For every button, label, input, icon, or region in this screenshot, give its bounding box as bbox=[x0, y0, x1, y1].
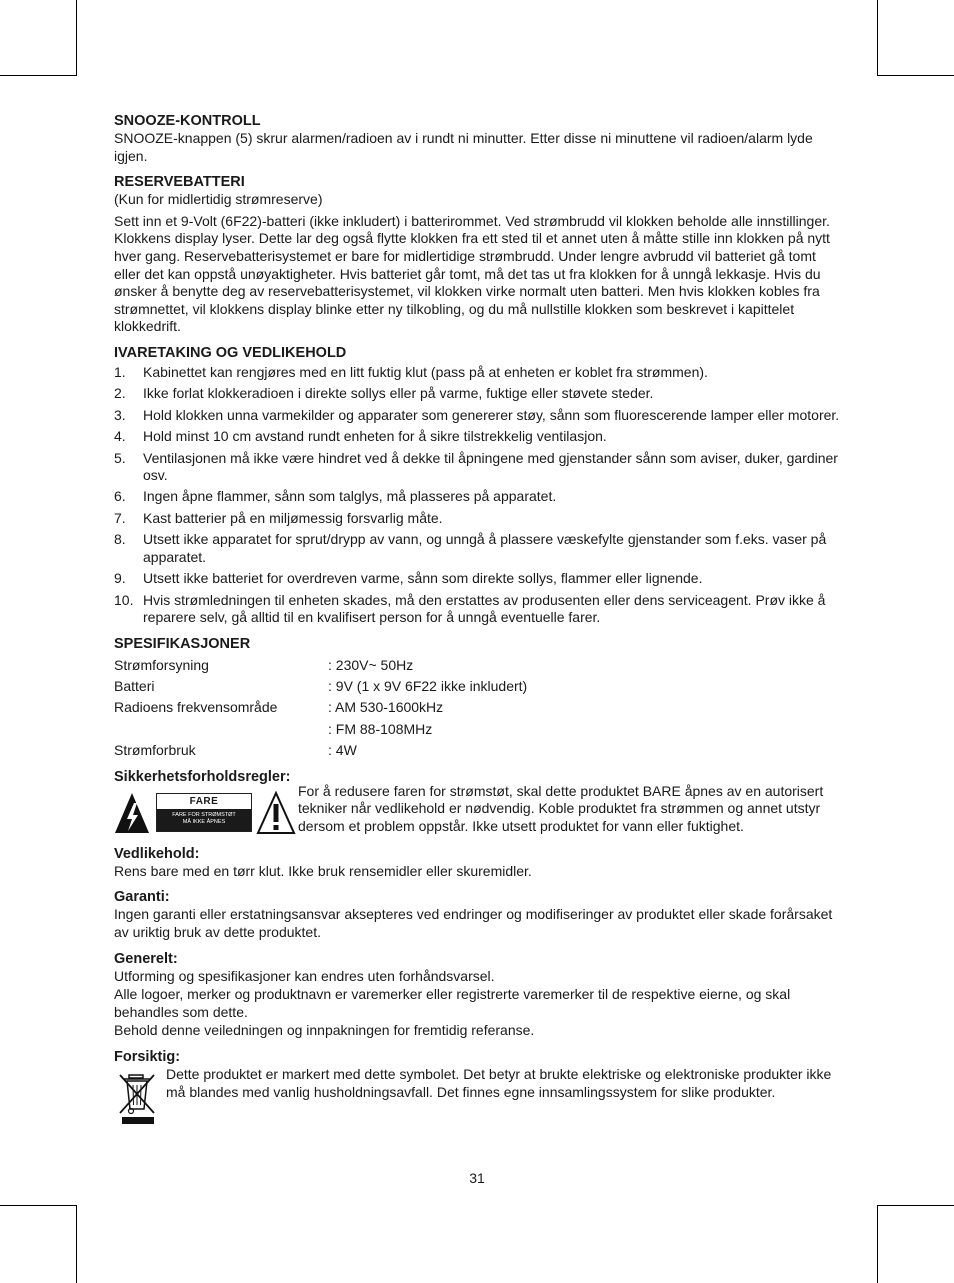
warranty-section bbox=[114, 888, 840, 941]
spec-row: Radioens frekvensområde : AM 530-1600kHz bbox=[114, 699, 444, 716]
safety-block bbox=[114, 782, 840, 837]
crop-mark bbox=[0, 75, 77, 76]
fare-label bbox=[156, 793, 252, 832]
section-heading: Vedlikehold: bbox=[114, 845, 200, 862]
list-item: 2. Ikke forlat klokkeradioen i direkte sollys eller på varme, fuktige eller støvete steder. bbox=[114, 385, 654, 402]
paragraph: Sett inn et 9-Volt (6F22)-batteri (ikke inkludert) i batterirommet. Ved strømbrudd vil klokken beholde alle innstillinger. Klokkens display lyser. Dette lar deg også flytte klokken fra ett sted til et annet uten å måtte stille inn klokken på nytt hver gang. Reservebatterisystemet er bare for midlertidige strømbrudd. Under lengre avbrudd vil batteriet gå tomt eller det kan oppstå unøyaktigheter. Hvis batteriet går tomt, må det tas ut fra klokken for å unngå lekkasje. Hvis du ønsker å benytte deg av reservebatterisystemet, vil klokken virke normalt uten batteri. Men hvis klokken kobles fra strømnettet, vil klokkens display blinke etter ny tilkobling, og du må nullstille klokken som beskrevet i kapittelet klokkedrift. bbox=[114, 212, 830, 335]
spec-row: Strømforbruk : 4W bbox=[114, 742, 357, 759]
list-item: 5. Ventilasjonen må ikke være hindret ved å dekke til åpningene med gjenstander sånn som aviser, duker, gardiner osv. bbox=[114, 449, 838, 484]
paragraph: Behold denne veiledningen og innpakningen for fremtidig referanse. bbox=[114, 1022, 535, 1039]
paragraph: Rens bare med en tørr klut. Ikke bruk rensemidler eller skuremidler. bbox=[114, 862, 532, 879]
list-item: 1. Kabinettet kan rengjøres med en litt fuktig klut (pass på at enheten er koblet fra strømmen). bbox=[114, 363, 708, 380]
specs-section bbox=[114, 635, 840, 760]
list-item: 9. Utsett ikke batteriet for overdreven varme, sånn som direkte sollys, flammer eller lignende. bbox=[114, 570, 703, 587]
section-heading: Garanti: bbox=[114, 889, 170, 906]
list-item: 8. Utsett ikke apparatet for sprut/drypp av vann, og unngå å plassere væskefylte gjenstander som f.eks. vaser på apparatet. bbox=[114, 531, 827, 565]
paragraph: SNOOZE-knappen (5) skrur alarmen/radioen av i rundt ni minutter. Etter disse ni minuttene vil radioen/alarm lyde igjen. bbox=[114, 130, 813, 164]
caution-section bbox=[114, 1048, 840, 1127]
paragraph: Utforming og spesifikasjoner kan endres uten forhåndsvarsel. bbox=[114, 967, 495, 984]
paragraph: Alle logoer, merker og produktnavn er varemerker eller registrerte varemerker til de respektive eierne, og skal behandles som dette. bbox=[114, 986, 791, 1020]
safety-text: For å redusere faren for strømstøt, skal dette produktet BARE åpnes av en autorisert tekniker når vedlikehold er nødvendig. Koble produktet fra strømmen og annet utstyr dersom et problem oppstår. Ikke utsett produktet for vann eller fuktighet. bbox=[298, 782, 824, 834]
warning-label bbox=[114, 787, 296, 837]
crop-mark bbox=[0, 1205, 77, 1206]
list-item: 4. Hold minst 10 cm avstand rundt enheten for å sikre tilstrekkelig ventilasjon. bbox=[114, 428, 607, 445]
crop-mark bbox=[877, 1205, 878, 1283]
list-item: 7. Kast batterier på en miljømessig forsvarlig måte. bbox=[114, 509, 443, 526]
page-content bbox=[114, 112, 840, 1135]
section-heading: Sikkerhetsforholdsregler: bbox=[114, 768, 291, 785]
fare-subtitle: FARE FOR STRØMSTØT MÅ IKKE ÅPNES bbox=[157, 809, 251, 831]
paragraph: Ingen garanti eller erstatningsansvar aksepteres ved endringer og modifiseringer av produktet eller skade forårsaket av uriktig bruk av dette produktet. bbox=[114, 906, 833, 940]
section-heading: Generelt: bbox=[114, 950, 178, 967]
section-heading: SNOOZE-KONTROLL bbox=[114, 113, 261, 129]
paragraph: (Kun for midlertidig strømreserve) bbox=[114, 191, 323, 208]
section-heading: RESERVEBATTERI bbox=[114, 174, 245, 191]
crop-mark bbox=[76, 0, 77, 76]
crop-mark bbox=[877, 0, 878, 76]
weee-block bbox=[114, 1065, 840, 1127]
maintenance-section bbox=[114, 845, 840, 881]
exclamation-warning-icon bbox=[256, 791, 296, 835]
list-item: 6. Ingen åpne flammer, sånn som talglys, må plasseres på apparatet. bbox=[114, 488, 557, 505]
section-heading: SPESIFIKASJONER bbox=[114, 635, 251, 652]
care-section bbox=[114, 344, 840, 627]
section-heading: Forsiktig: bbox=[114, 1048, 181, 1065]
reserve-battery-section bbox=[114, 173, 840, 336]
section-heading: IVARETAKING OG VEDLIKEHOLD bbox=[114, 344, 347, 361]
safety-section bbox=[114, 768, 840, 837]
crop-mark bbox=[76, 1205, 77, 1283]
lightning-warning-icon bbox=[114, 791, 150, 835]
page-number: 31 bbox=[469, 1170, 485, 1186]
fare-title: FARE bbox=[189, 795, 219, 807]
spec-row: Strømforsyning : 230V~ 50Hz bbox=[114, 656, 414, 673]
care-list bbox=[114, 364, 840, 627]
snooze-section bbox=[114, 112, 840, 165]
general-section bbox=[114, 950, 840, 1040]
list-item: 3. Hold klokken unna varmekilder og apparater som genererer støy, sånn som fluorescerende lamper eller motorer. bbox=[114, 406, 840, 423]
weee-bin-icon bbox=[114, 1071, 166, 1127]
crop-mark bbox=[877, 75, 954, 76]
caution-text: Dette produktet er markert med dette symbolet. Det betyr at brukte elektriske og elektroniske produkter ikke må blandes med vanlig husholdningsavfall. Det finnes egne innsamlingssystem for slike produkter. bbox=[166, 1065, 832, 1100]
list-item: 10. Hvis strømledningen til enheten skades, må den erstattes av produsenten eller dens serviceagent. Prøv ikke å reparere selv, gå alltid til en kvalifisert person for å unngå eventuelle farer. bbox=[114, 591, 826, 626]
spec-row: : FM 88-108MHz bbox=[328, 720, 433, 737]
spec-row: Batteri : 9V (1 x 9V 6F22 ikke inkludert) bbox=[114, 678, 528, 695]
crop-mark bbox=[877, 1205, 954, 1206]
